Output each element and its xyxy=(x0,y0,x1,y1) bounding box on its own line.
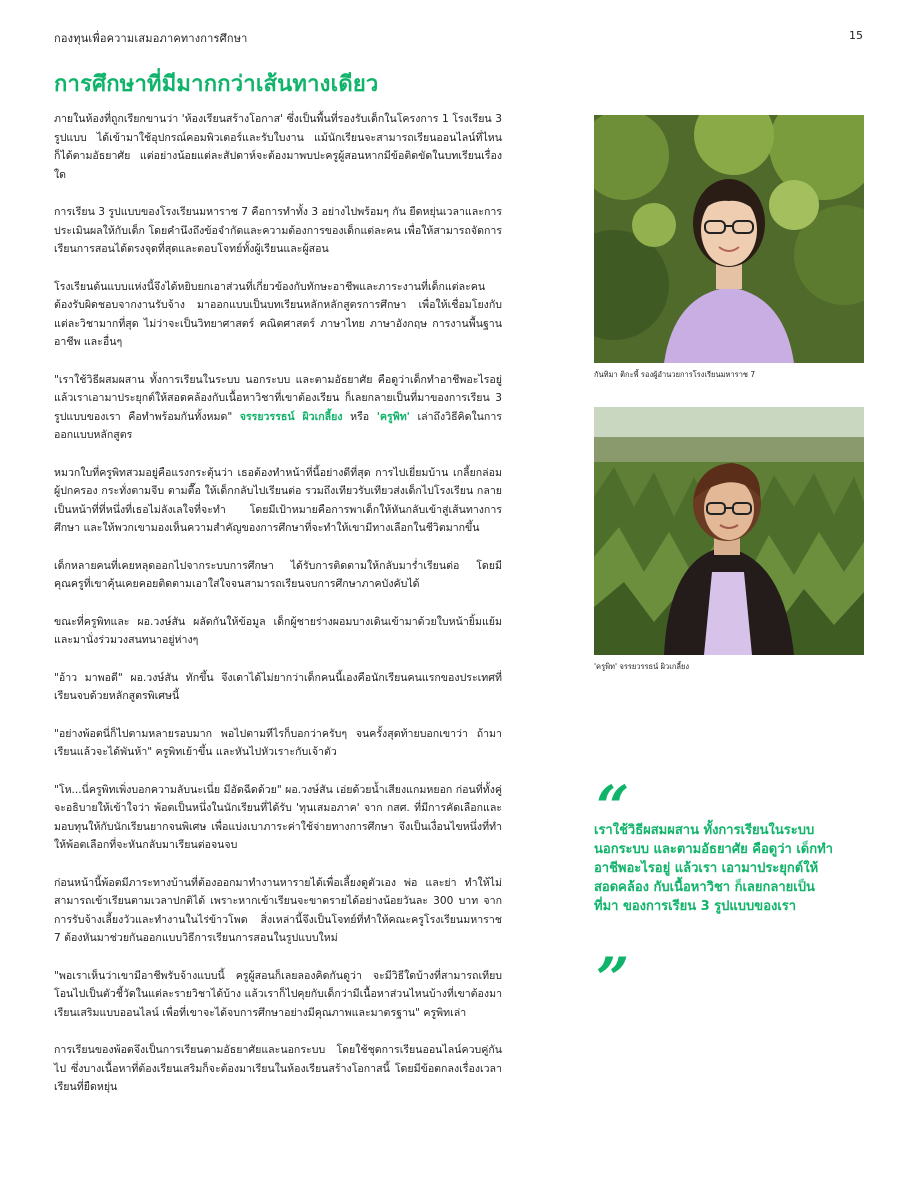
paragraph-4-tail: เล่าถึงวิธีคิดในการออกแบบหลักสูตร xyxy=(54,410,502,441)
quote-open-icon: “ xyxy=(596,773,630,841)
article-body xyxy=(54,110,502,1116)
paragraph-13: การเรียนของพ้อตจึงเป็นการเรียนตามอัธยาศัยและนอกระบบ โดยใช้ชุดการเรียนออนไลน์ควบคู่กันไป ซึ่งบางเนื้อหาที่ต้องเรียนเสริมก็จะต้องมาเรียนในห้องเรียนสร้างโอกาสนี้ โดยมีข้อตกลงเรื่องเวลาเรียนที่ยืดหยุ่น xyxy=(54,1044,502,1093)
paragraph-6: เด็กหลายคนที่เคยหลุดออกไปจากระบบการศึกษา ได้รับการติดตามให้กลับมาร่ำเรียนต่อ โดยมีคุณครูที่เขาคุ้นเคยคอยติดตามเอาใส่ใจจนสามารถเรียนจบการศึกษาภาคบังคับได้ xyxy=(54,559,502,590)
paragraph-10: "โห...นี่ครูพิทเพิ่งบอกความลับนะเนี่ย มีอัดฉีดด้วย" ผอ.วงษ์สัน เอ่ยด้วยน้ำเสียงแกมหยอก ก่อนที่ทั้งคู่จะอธิบายให้เข้าใจว่า พ้อตเป็นหนึ่งในนักเรียนที่ได้รับ 'ทุนเสมอภาค' จาก กสศ. ที่มีการคัดเลือกและมอบทุนให้กับนักเรียนยากจนพิเศษ เพื่อแบ่งเบาภาระค่าใช้จ่ายทางการศึกษา จึงเป็นเงื่อนไขหนึ่งที่ทำให้พ้อตเลือกที่จะหันกลับมาเรียนต่อจนจบ xyxy=(54,783,502,851)
photo-caption-2: 'ครูพิท' จรรยวรรธน์ ผิวเกลี้ยง xyxy=(594,662,690,671)
paragraph-11: ก่อนหน้านี้พ้อตมีภาระทางบ้านที่ต้องออกมาทำงานหารายได้เพื่อเลี้ยงดูตัวเอง พ่อ และย่า ทำให้ไม่สามารถเข้าเรียนตามเวลาปกติได้ เพราะหากเข้าเรียนจะขาดรายได้อย่างน้อยวันละ 300 บาท จากการรับจ้างเลี้ยงวัวและทำงานในไร่ข้าวโพด สิ่งเหล่านี้จึงเป็นโจทย์ที่ทำให้คณะครูโรงเรียนมหาราช 7 ต้องหันมาช่วยกันออกแบบวิธีการเรียนการสอนในรูปแบบใหม่ xyxy=(54,876,502,944)
page-number: 15 xyxy=(849,29,863,42)
portrait-photo-vice-director xyxy=(594,115,864,363)
photo-caption-1: กันทิมา ติกะพี้ รองผู้อำนวยการโรงเรียนมหาราช 7 xyxy=(594,370,756,379)
running-header: กองทุนเพื่อความเสมอภาคทางการศึกษา xyxy=(54,32,248,45)
paragraph-3: โรงเรียนต้นแบบแห่งนี้จึงได้หยิบยกเอาส่วนที่เกี่ยวข้องกับทักษะอาชีพและภาระงานที่เด็กแต่ละคนต้องรับผิดชอบจากงานรับจ้าง มาออกแบบเป็นบทเรียนหลักหลักสูตรการศึกษา เพื่อให้เชื่อมโยงกับแต่ละวิชามากที่สุด ไม่ว่าจะเป็นวิทยาศาสตร์ คณิตศาสตร์ ภาษาไทย ภาษาอังกฤษ การงานพื้นฐานอาชีพ และอื่นๆ xyxy=(54,280,502,348)
portrait-photo-teacher-pit xyxy=(594,407,864,655)
paragraph-9: "อย่างพ้อตนี่ก็ไปตามหลายรอบมาก พอไปตามทีไรก็บอกว่าครับๆ จนครั้งสุดท้ายบอกเขาว่า ถ้ามาเรียนแล้วจะได้พันห้า" ครูพิทเย้าขึ้น และหันไปหัวเราะกับเจ้าตัว xyxy=(54,727,502,758)
teacher-name-highlight: จรรยวรรธน์ ผิวเกลี้ยง xyxy=(239,410,343,423)
paragraph-12: "พอเราเห็นว่าเขามีอาชีพรับจ้างแบบนี้ ครูผู้สอนก็เลยลองคิดกันดูว่า จะมีวิธีใดบ้างที่สามารถเทียบโอนไปเป็นตัวชี้วัดในแต่ละรายวิชาได้บ้าง แล้วเราก็ไปคุยกับเด็กว่ามีเนื้อหาส่วนไหนบ้างที่เขาต้องมาเรียนเสริมแบบออนไลน์ เพื่อที่เขาจะได้จบการศึกษาอย่างมีคุณภาพและมาตรฐาน" ครูพิทเล่า xyxy=(54,969,503,1019)
article-title: การศึกษาที่มีมากกว่าเส้นทางเดียว xyxy=(54,72,379,97)
paragraph-8: "อ้าว มาพอดี" ผอ.วงษ์สัน ทักขึ้น จึงเดาได้ไม่ยากว่าเด็กคนนี้เองคือนักเรียนคนแรกของประเทศที่เรียนจบด้วยหลักสูตรพิเศษนี้ xyxy=(54,671,502,702)
quote-close-icon: ” xyxy=(596,945,630,1013)
paragraph-4-mid: หรือ xyxy=(342,410,377,423)
paragraph-4 xyxy=(54,371,502,445)
teacher-nickname-highlight: 'ครูพิท' xyxy=(376,410,410,423)
paragraph-5: หมวกใบที่ครูพิทสวมอยู่คือแรงกระตุ้นว่า เธอต้องทำหน้าที่นี้อย่างดีที่สุด การไปเยี่ยมบ้าน เกลี้ยกล่อมผู้ปกครอง กระทั่งตามจีบ ตามตื๊อ ให้เด็กกลับไปเรียนต่อ รวมถึงเทียวรับเทียวส่งเด็กไปโรงเรียน กลายเป็นหน้าที่ที่หนึ่งที่เธอไม่ลังเลใจที่จะทำ โดยมีเป้าหมายคือการพาเด็กให้หันกลับเข้าสู่เส้นทางการศึกษา และให้พวกเขามองเห็นความสำคัญของการศึกษาที่จะทำให้เขามีทางเลือกในชีวิตมากขึ้น xyxy=(54,466,502,534)
paragraph-4-text: "เราใช้วิธีผสมผสาน ทั้งการเรียนในระบบ นอกระบบ และตามอัธยาศัย คือดูว่าเด็กทำอาชีพอะไรอยู่ แล้วเราเอามาประยุกต์ให้สอดคล้องกับเนื้อหาวิชาที่เขาต้องเรียน ก็เลยกลายเป็นที่มาของการเรียน 3 รูปแบบของเรา คือทำพร้อมกันทั้งหมด" xyxy=(54,373,502,423)
paragraph-1: ภายในห้องที่ถูกเรียกขานว่า 'ห้องเรียนสร้างโอกาส' ซึ่งเป็นพื้นที่รองรับเด็กในโครงการ 1 โรงเรียน 3 รูปแบบ ได้เข้ามาใช้อุปกรณ์คอมพิวเตอร์และรับใบงาน แม้นักเรียนจะสามารถเรียนออนไลน์ที่ไหนก็ได้ตามอัธยาศัย แต่อย่างน้อยแต่ละสัปดาห์จะต้องมาพบปะครูผู้สอนหากมีข้อติดขัดในบทเรียนเรื่องใด xyxy=(54,113,502,181)
paragraph-7: ขณะที่ครูพิทและ ผอ.วงษ์สัน ผลัดกันให้ข้อมูล เด็กผู้ชายร่างผอมบางเดินเข้ามาด้วยใบหน้ายิ้มแย้ม และมานั่งร่วมวงสนทนาอยู่ห่างๆ xyxy=(54,615,502,646)
paragraph-2: การเรียน 3 รูปแบบของโรงเรียนมหาราช 7 คือการทำทั้ง 3 อย่างไปพร้อมๆ กัน ยืดหยุ่นเวลาและการประเมินผลให้กับเด็ก โดยคำนึงถึงข้อจำกัดและความต้องการของเด็กแต่ละคน เพื่อให้สามารถจัดการเรียนการสอนได้ตรงจุดที่สุดและตอบโจทย์ทั้งผู้เรียนและผู้สอน xyxy=(54,206,502,255)
pull-quote: เราใช้วิธีผสมผสาน ทั้งการเรียนในระบบ นอกระบบ และตามอัธยาศัย คือดูว่า เด็กทำอาชีพอะไรอยู่ แล้วเรา เอามาประยุกต์ให้สอดคล้อง กับเนื้อหาวิชา ก็เลยกลายเป็นที่มา ของการเรียน 3 รูปแบบของเรา xyxy=(594,823,833,914)
